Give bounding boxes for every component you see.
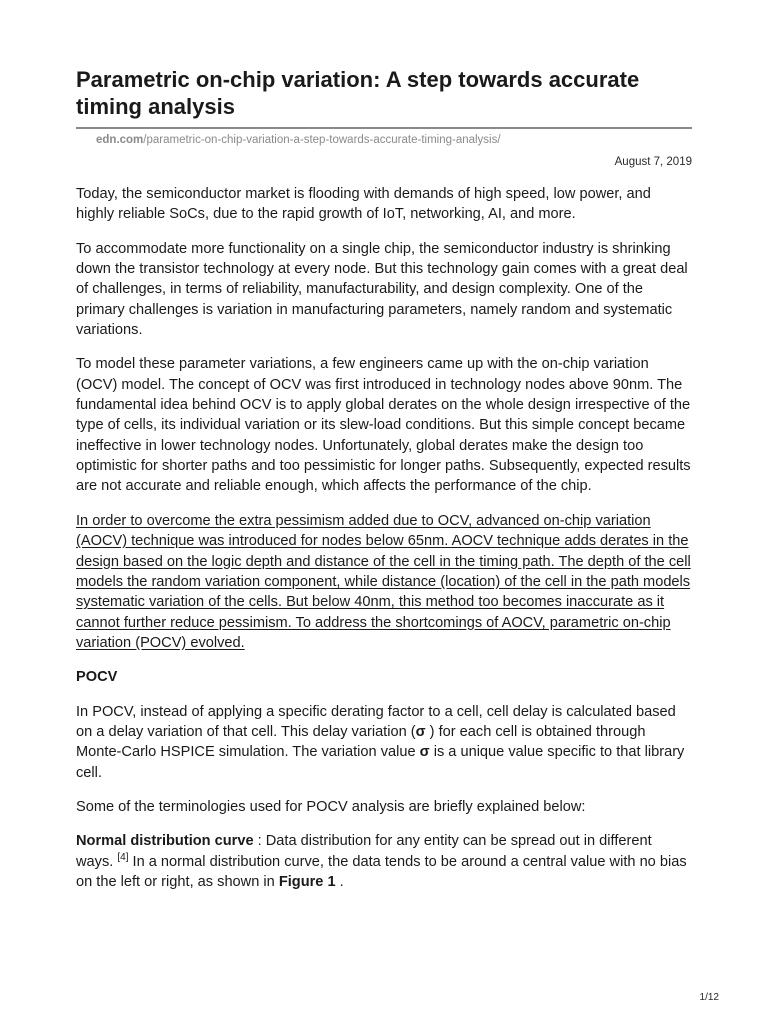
normal-distribution-text-c: . [335,873,344,890]
section-heading-pocv: POCV [76,669,118,686]
title-divider [76,127,692,129]
pocv-text-c: is a unique value specific to that library cell. [76,744,685,781]
paragraph-intro: Today, the semiconductor market is flooding with demands of high speed, low power, and highly reliable SoCs, due to the rapid growth of IoT, networking, AI, and more. [76,186,651,223]
article-body [76,184,692,906]
source-path[interactable]: /parametric-on-chip-variation-a-step-towards-accurate-timing-analysis/ [143,134,501,146]
sigma-symbol: σ [419,744,430,761]
term-normal-distribution-curve: Normal distribution curve [76,833,254,850]
pocv-text-b: ) for each cell is obtained through Monte-Carlo HSPICE simulation. The variation value [76,723,646,761]
paragraph-scaling: To accommodate more functionality on a single chip, the semiconductor industry is shrinking down the transistor technology at every node. But this technology gain comes with a great deal of challenges, in terms of reliability, manufacturability, and design complexity. One of the primary challenges is variation in manufacturing parameters, namely random and systematic variations. [76,240,688,339]
sigma-symbol: σ [415,723,426,740]
page-number: 1/12 [699,992,719,1003]
publish-date: August 7, 2019 [614,156,692,168]
reference-marker[interactable]: [4] [117,851,129,863]
paragraph-ocv: To model these parameter variations, a few engineers came up with the on-chip variation (OCV) model. The concept of OCV was first introduced in technology nodes above 90nm. The fundamental idea behind OCV is to apply global derates on the whole design irrespective of the type of cells, its individual variation or its slew-load conditions. But this simple concept became ineffective in lower technology nodes. Unfortunately, global derates make the design too optimistic for shorter paths and too pessimistic for longer paths. Subsequently, expected results are not accurate and reliable enough, which affects the performance of the chip. [76,356,691,495]
paragraph-aocv-link[interactable]: In order to overcome the extra pessimism added due to OCV, advanced on-chip variation (AOCV) technique was introduced for nodes below 65nm. AOCV technique adds derates in the design based on the logic depth and distance of the cell in the timing path. The depth of the cell models the random variation component, while distance (location) of the cell in the path models systematic variation of the cells. But below 40nm, this method too becomes inaccurate as it cannot further reduce pessimism. To address the shortcomings of AOCV, parametric on-chip variation (POCV) evolved. [76,512,691,651]
article-title: Parametric on-chip variation: A step towards accurate timing analysis [76,67,640,119]
figure-reference: Figure 1 [278,873,336,890]
normal-distribution-text-a: : Data distribution for any entity can be spread out in different ways. [76,833,652,870]
paragraph-terminologies: Some of the terminologies used for POCV analysis are briefly explained below: [76,798,586,815]
paragraph-pocv [76,702,692,783]
source-domain[interactable]: edn.com [96,134,144,146]
paragraph-normal-distribution [76,831,692,892]
pocv-text-a: In POCV, instead of applying a specific derating factor to a cell, cell delay is calculated based on a delay variation of that cell. This delay variation ( [76,703,676,740]
source-link[interactable] [96,133,501,147]
normal-distribution-text-b: In a normal distribution curve, the data tends to be around a central value with no bias on the left or right, as shown in [76,853,687,890]
